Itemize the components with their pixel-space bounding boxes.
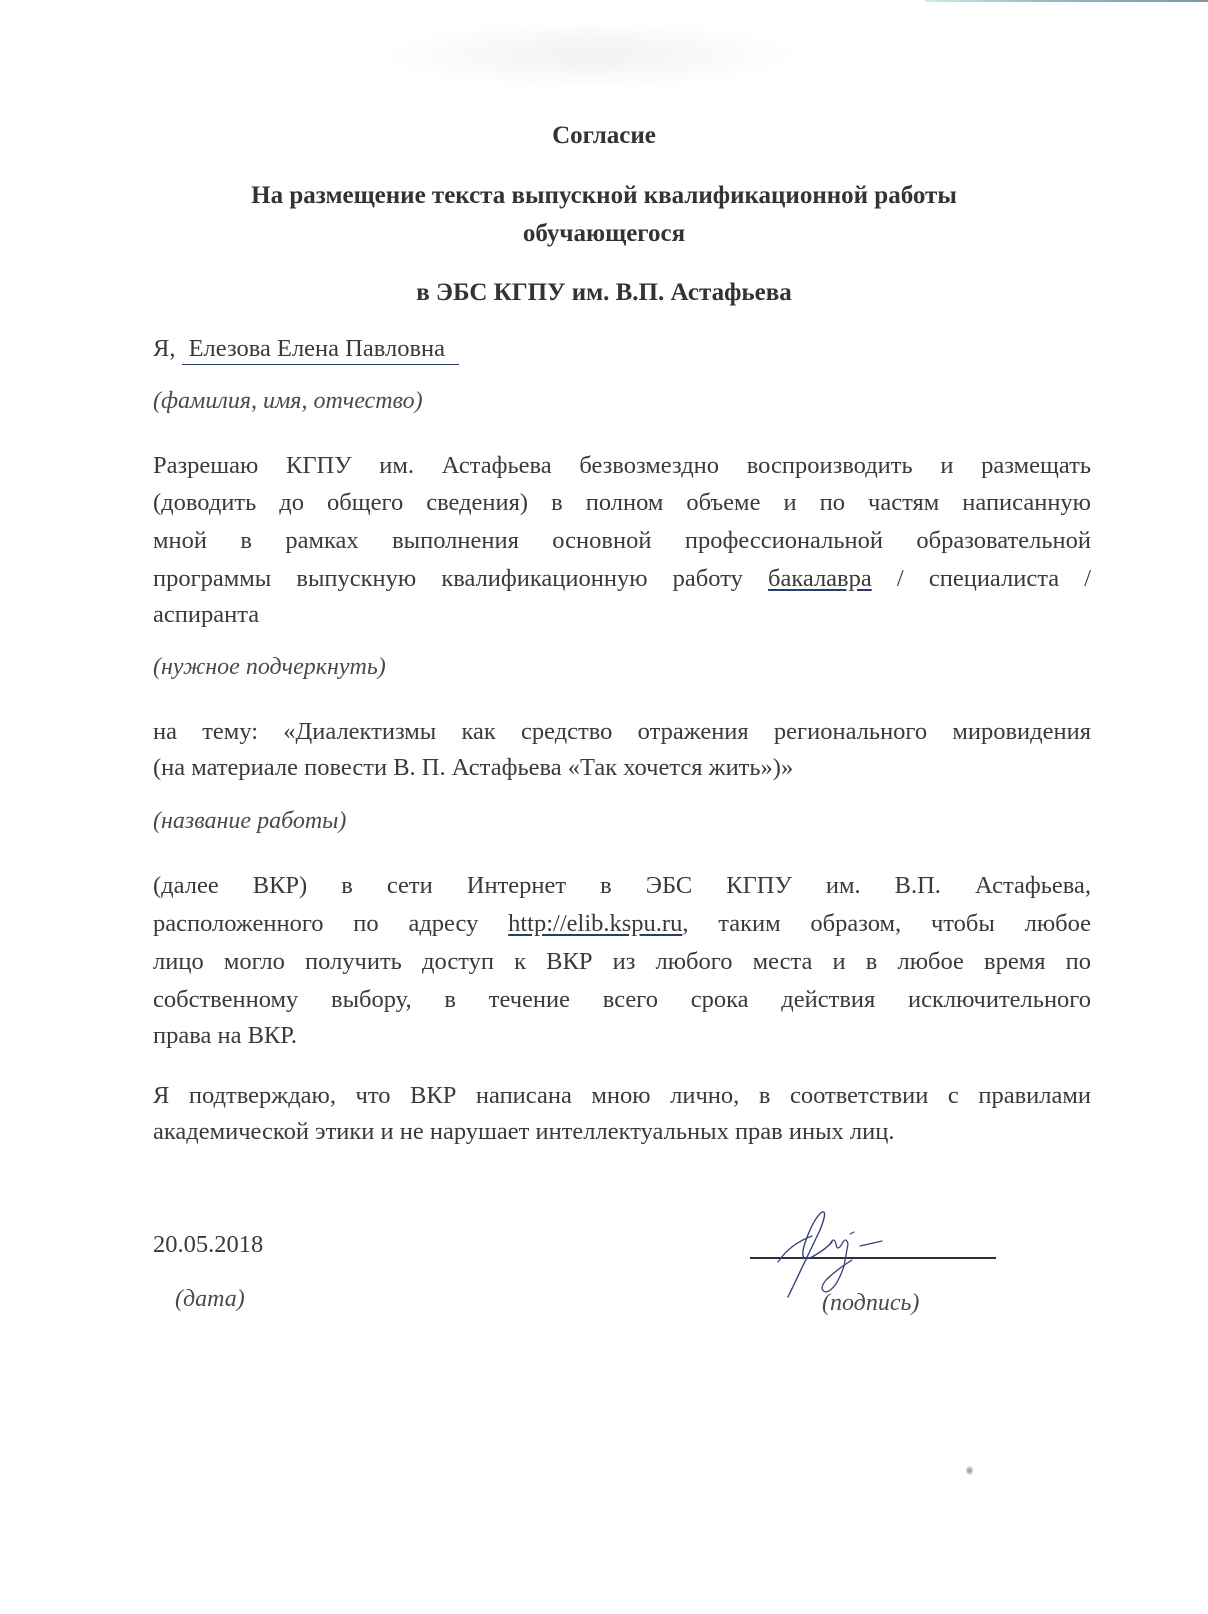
signature-hint: (подпись): [822, 1290, 920, 1316]
applicant-prefix: Я,: [153, 335, 176, 362]
elib-url-link[interactable]: http://elib.kspu.ru: [508, 910, 683, 937]
confirmation-line-2: академической этики и не нарушает интеллектуальных прав иных лиц.: [153, 1118, 895, 1145]
applicant-line: [153, 330, 1091, 367]
degree-option-bachelor: бакалавра: [767, 565, 872, 592]
date-value: 20.05.2018: [153, 1231, 264, 1258]
publication-line-2-after: , таким образом, чтобы любое: [682, 910, 1092, 937]
applicant-hint: (фамилия, имя, отчество): [153, 388, 423, 414]
publication-line-5: права на ВКР.: [153, 1022, 297, 1049]
publication-line-2-before: расположенного по адресу: [153, 910, 479, 937]
subtitle-line-2: обучающегося: [522, 220, 686, 247]
degree-line-before: программы выпускную квалификационную работу: [153, 565, 743, 592]
permission-line-2: (доводить до общего сведения) в полном объеме и по частям написанную: [153, 489, 1091, 516]
degree-option-postgraduate: аспиранта: [153, 601, 260, 628]
subtitle-line-1: На размещение текста выпускной квалификационной работы: [251, 182, 957, 209]
date-hint: (дата): [175, 1286, 245, 1312]
topic-line-1: на тему: «Диалектизмы как средство отражения регионального мировидения: [153, 718, 1091, 745]
document-heading: Согласие: [552, 122, 656, 149]
handwritten-signature: [770, 1200, 920, 1300]
scan-speck-artifact: [966, 1466, 973, 1475]
publication-line-1: (далее ВКР) в сети Интернет в ЭБС КГПУ им. В.П. Астафьева,: [153, 872, 1091, 899]
publication-line-4: собственному выбору, в течение всего срока действия исключительного: [153, 986, 1091, 1013]
degree-line: [153, 560, 1091, 597]
confirmation-line-1: Я подтверждаю, что ВКР написана мною лично, в соответствии с правилами: [153, 1082, 1091, 1109]
permission-line-3: мной в рамках выполнения основной профессиональной образовательной: [153, 527, 1091, 554]
degree-option-specialist: специалиста: [928, 565, 1060, 592]
degree-hint: (нужное подчеркнуть): [153, 654, 386, 680]
topic-hint: (название работы): [153, 808, 347, 834]
topic-line-2: (на материале повести В. П. Астафьева «Так хочется жить»)»: [153, 754, 794, 781]
publication-line-3: лицо могло получить доступ к ВКР из любого места и в любое время по: [153, 948, 1091, 975]
applicant-name-field: Елезова Елена Павловна: [182, 334, 459, 365]
scan-edge-artifact: [925, 0, 1208, 2]
publication-line-2: [153, 905, 1091, 942]
permission-line-1: Разрешаю КГПУ им. Астафьева безвозмездно воспроизводить и размещать: [153, 452, 1091, 479]
subtitle-place: в ЭБС КГПУ им. В.П. Астафьева: [416, 279, 792, 306]
degree-separator-1: /: [896, 565, 904, 592]
scan-smudge-artifact: [380, 20, 800, 90]
degree-separator-2: /: [1084, 565, 1092, 592]
